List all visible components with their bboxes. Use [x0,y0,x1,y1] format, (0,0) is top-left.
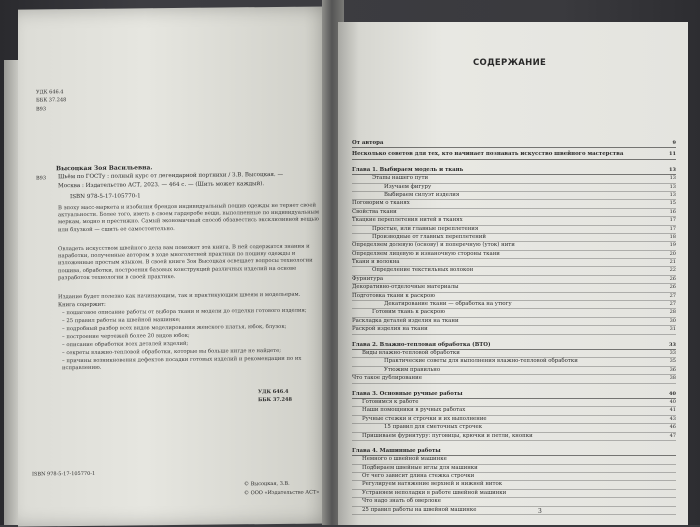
toc-entry-row [352,175,676,183]
bullet-6: – секреты влажно-тепловой обработки, которые вы больше нигде не найдете; [62,347,281,357]
toc-entry-row [352,465,676,473]
toc-page-number: 30 [669,317,676,324]
toc-entry-row [352,318,676,326]
toc-entry-row [352,184,676,192]
page-number: 3 [538,508,542,515]
toc-entry-text: Поговорим о тканях [352,200,410,207]
bullet-2: – 25 правил работы на швейной машинке; [62,316,181,325]
abstract-paragraph-3: Издание будет полезно как начинающим, так и практикующим швеям и модельерам. [58,291,301,301]
toc-page-number: 33 [669,349,676,356]
toc-entry-row [352,209,676,217]
toc-entry-row [352,416,676,424]
toc-page-number: 26 [669,275,676,282]
toc-page-number: 13 [669,166,676,173]
isbn-line: ISBN 978-5-17-105770-1 [70,193,141,201]
toc-page-number: 19 [669,242,676,249]
toc-entry-text: Устраняем неполадки в работе швейной машинки [362,489,507,496]
toc-entry-row [352,490,676,498]
toc-page-number: 27 [669,301,676,308]
toc-page-number: 13 [669,183,676,190]
toc-page-number: 9 [672,140,676,146]
toc-page-number: 20 [669,250,676,257]
b93-code: В93 [36,175,47,182]
toc-entry-text: Фурнитура [352,275,384,282]
toc-entry-text: Готовимся к работе [362,398,419,405]
toc-entry-row [352,456,676,464]
toc-page-number: 35 [669,358,676,365]
toc-page-number: 41 [669,407,676,414]
toc-page-number: 11 [669,151,676,158]
toc-entry-row [352,507,676,515]
toc-entry-row [352,481,676,489]
toc-entry-row [352,358,676,366]
toc-entry-row [352,424,676,432]
toc-entry-row [352,192,676,200]
toc-entry-text: Виды влажно-тепловой обработки [362,349,460,356]
bullet-7: – причины возникновения дефектов посадки готовых изделий и рекомендации по их исправлению. [62,355,302,372]
udc-top: УДК 646.4 [36,89,64,96]
toc-entry-row [352,267,676,275]
bullet-5: – описание обработки всех деталей изделий; [62,340,189,349]
toc-chapter-row [352,167,676,175]
toc-entry-row [352,309,676,317]
toc-entry-text: Пришиваем фурнитуру: пуговицы, крючки и петли, кнопки [362,432,533,439]
toc-page-number: 18 [669,233,676,240]
toc-entry-text: Этапы нашего пути [372,175,429,182]
left-page [18,6,336,526]
toc-page-number: 27 [669,292,676,299]
toc-entry-text: Глава 1. Выбираем модель и ткань [352,166,464,173]
toc-entry-text: Несколько советов для тех, кто начинает познавать искусство швейного мастерства [352,151,624,158]
toc-entry-row [352,217,676,225]
copyright-author: © Высоцкая, З.В. [244,480,290,488]
toc-entry-text: Немного о швейной машинке [362,456,447,463]
toc-entry-text: Наши помощники в ручных работах [362,407,466,414]
toc-entry-row [352,407,676,415]
toc-entry-row [352,276,676,284]
toc-page-number: 38 [669,375,676,382]
title-line: Шьём по ГОСТу : полный курс от легендарной портнихи / З.В. Высоцкая. — [58,171,284,181]
toc-entry-row [352,251,676,259]
author-line: Высоцкая Зоя Васильевна. [56,164,153,173]
code-top: В93 [36,106,47,113]
bullet-1: – пошаговое описание работы от выбора ткани и модели до отделки готового изделия; [62,307,307,317]
toc-entry-row [352,433,676,441]
toc-entry-text: Раскладка деталей изделия на ткани [352,317,459,324]
isbn-bottom: ISBN 978-5-17-105770-1 [32,470,96,478]
toc-entry-row [352,259,676,267]
toc-page-number: 13 [669,191,676,198]
toc-entry-text: Готовим ткань к раскрою [372,309,445,316]
toc-chapter-row [352,140,676,148]
toc-page-number: 26 [669,284,676,291]
toc-entry-text: Определяем долевую (основу) и поперечную (уток) нити [352,242,515,249]
toc-entry-text: Простые, или главные переплетения [372,225,479,232]
toc-entry-text: Глава 4. Машинные работы [352,447,441,454]
contains-label: Книга содержит: [58,301,106,309]
toc-entry-text: 25 правил работы на швейной машинке [362,506,477,513]
toc-entry-row [352,284,676,292]
bbk-bottom: ББК 37.248 [258,396,292,404]
imprint-line: Москва : Издательство АСТ, 2023. — 464 с. — (Шить может каждый). [58,181,265,190]
toc-page-number: 31 [669,326,676,333]
abstract-paragraph-1: В эпоху масс-маркета и изобилия брендов индивидуальный пошив одежды не теряет своей актуальности. Более того, иметь в своем гардеробе вещи, выполненные по индивидуальным меркам, модно и престижно. Самый экономичный способ обзавестись эксклюзивной вещью или блузкой — сшить ее самостоятельно. [58,202,320,233]
toc-entry-text: Декатирование ткани — обработка на утюгу [384,301,512,308]
toc-entry-row [352,375,676,383]
toc-entry-row [352,367,676,375]
toc-chapter-row [352,448,676,456]
toc-page-number: 46 [669,424,676,431]
toc-page-number: 47 [669,432,676,439]
toc-page-number: 16 [669,208,676,215]
toc-entry-text: Определяем лицевую и изнаночную стороны ткани [352,250,500,257]
toc-list [352,140,676,515]
bbk-top: ББК 37.248 [36,97,67,104]
toc-entry-row [352,473,676,481]
toc-entry-text: Подготовка ткани к раскрою [352,292,435,299]
toc-entry-text: Производные от главных переплетений [372,233,486,240]
toc-entry-text: От автора [352,140,384,146]
toc-entry-text: Изучаем фигуру [384,183,432,190]
toc-page-number: 43 [669,415,676,422]
abstract-paragraph-2: Овладеть искусством швейного дела вам поможет эта книга. В ней содержатся знания и наработки, полученные автором в ходе многолетней практики по пошиву одежды и изложенные простым языком. В своей книге Зоя Высоцкая освещает вопросы технологии пошива, обработки, построения базовых конструкций различных изделий на основе разработок технологии в своей практике. [58,243,313,282]
toc-entry-text: Глава 3. Основные ручные работы [352,390,463,397]
right-page [338,22,688,525]
toc-entry-row [352,293,676,301]
toc-page-number: 33 [669,341,676,348]
toc-page-number: 28 [669,309,676,316]
toc-entry-text: Глава 2. Влажно-тепловая обработка (ВТО) [352,341,491,348]
toc-entry-row [352,200,676,208]
toc-page-number: 21 [669,259,676,266]
toc-entry-text: Что надо знать об оверлоке [362,498,441,505]
bullet-4: – построение чертежей более 20 видов юбок; [62,332,190,341]
toc-page-number: 36 [669,366,676,373]
toc-entry-row [352,301,676,309]
toc-entry-row [352,326,676,334]
toc-entry-text: Декоративно-отделочные материалы [352,284,459,291]
toc-entry-text: Свойства ткани [352,208,397,215]
toc-entry-text: Ткани и волокна [352,259,400,266]
toc-page-number: 17 [669,217,676,224]
toc-entry-text: Утюжим правильно [384,366,441,373]
toc-page-number: 15 [669,200,676,207]
bullet-3: – подробный разбор всех видов моделирования женского платья, юбок, блузок; [62,323,287,333]
copyright-publisher: © ООО «Издательство АСТ» [244,489,320,497]
toc-entry-text: Определение текстильных волокон [372,267,474,274]
toc-entry-text: Ручные стежки и строчки и их выполнение [362,415,487,422]
toc-entry-text: Подбираем швейные иглы для машинки [362,464,478,471]
toc-page-number: 17 [669,225,676,232]
toc-entry-text: От чего зависит длина стежка строчки [362,473,475,480]
toc-entry-text: Выбираем силуэт изделия [384,191,460,198]
toc-entry-row [352,498,676,506]
toc-page-number: 22 [669,267,676,274]
toc-page-number: 40 [669,390,676,397]
toc-page-number: 13 [669,175,676,182]
toc-chapter-row [352,151,676,159]
toc-entry-text: Что такое дублирование [352,375,422,382]
udc-bottom: УДК 646.4 [258,388,289,396]
toc-entry-text: Регулируем натяжение верхней и нижней ниток [362,481,503,488]
toc-entry-text: Ткацкие переплетения нитей в тканях [352,217,463,224]
toc-page-number: 40 [669,398,676,405]
toc-chapter-row [352,391,676,399]
toc-title: СОДЕРЖАНИЕ [473,58,547,68]
toc-entry-row [352,242,676,250]
toc-entry-text: Практические советы для выполнения влажно-тепловой обработки [384,358,578,365]
toc-entry-text: 15 правил для сметочных строчек [384,424,483,431]
toc-entry-text: Раскрой изделия на ткани [352,326,428,333]
toc-entry-row [352,226,676,234]
toc-chapter-row [352,342,676,350]
